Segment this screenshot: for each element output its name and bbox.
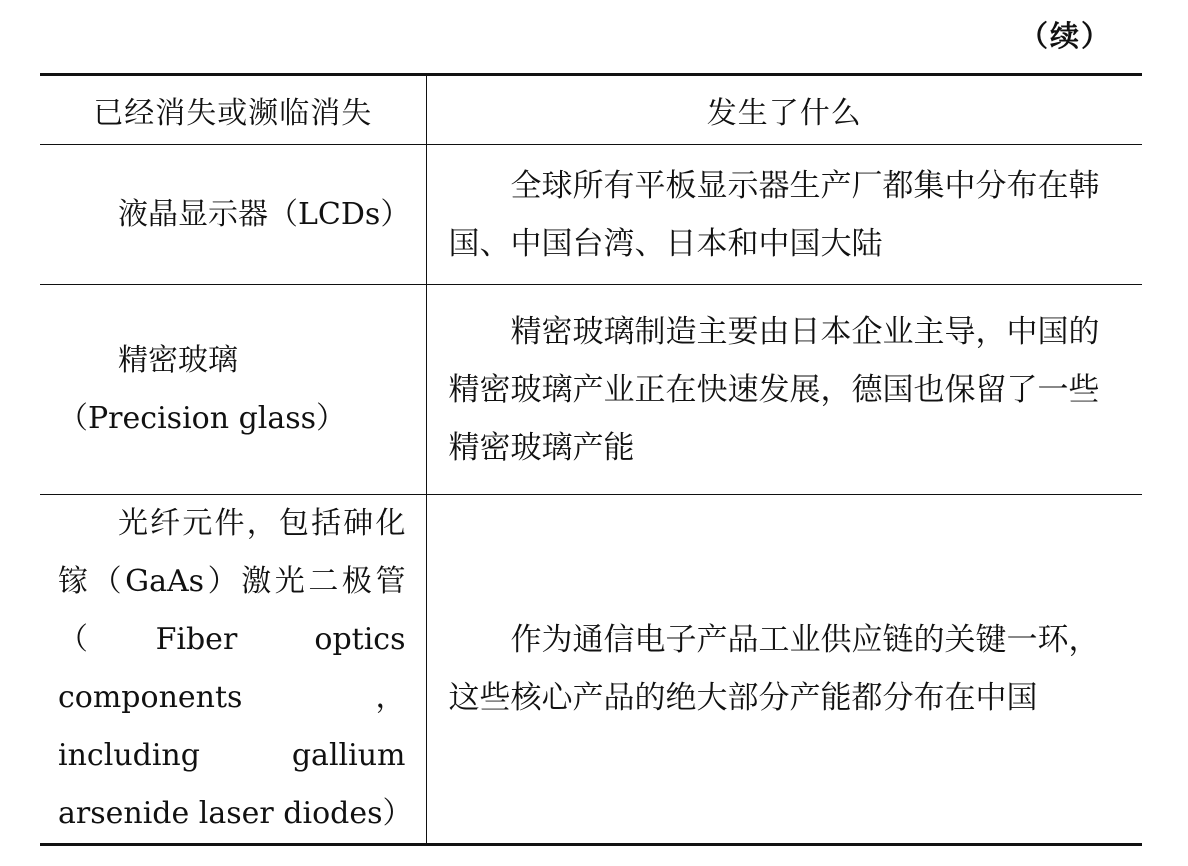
table-row — [40, 495, 1142, 845]
row-item-cell: 光纤元件，包括砷化镓（GaAs）激光二极管（Fiber optics components，including gallium arsenide laser diodes） — [40, 495, 426, 845]
row-description-cell: 全球所有平板显示器生产厂都集中分布在韩国、中国台湾、日本和中国大陆 — [426, 145, 1142, 285]
table-row — [40, 285, 1142, 495]
row-item-cell: 液晶显示器（LCDs） — [40, 145, 426, 285]
row-description-cell: 精密玻璃制造主要由日本企业主导，中国的精密玻璃产业正在快速发展，德国也保留了一些精密玻璃产能 — [426, 285, 1142, 495]
continuation-label: （续） — [1018, 19, 1112, 53]
table-row — [40, 145, 1142, 285]
row-description-cell: 作为通信电子产品工业供应链的关键一环，这些核心产品的绝大部分产能都分布在中国 — [426, 495, 1142, 845]
column-header-what-happened: 发生了什么 — [426, 75, 1142, 145]
column-header-item: 已经消失或濒临消失 — [40, 75, 426, 145]
table-header-row — [40, 75, 1142, 145]
data-table — [40, 73, 1142, 846]
row-item-cell: 精密玻璃（Precision glass） — [40, 285, 426, 495]
